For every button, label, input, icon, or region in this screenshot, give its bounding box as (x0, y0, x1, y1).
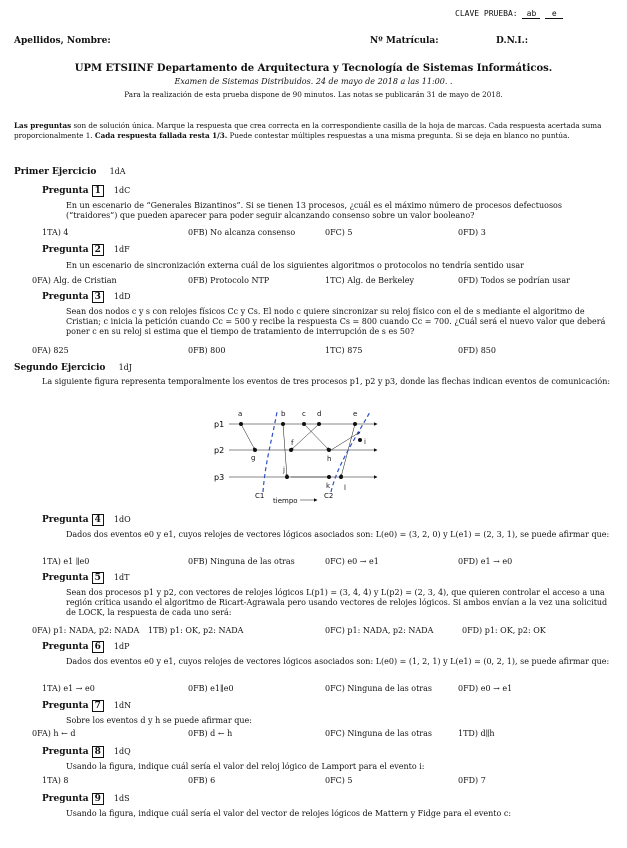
q7-answer-c: 0FC) Ninguna de las otras (325, 729, 432, 738)
event-label-k: k (326, 482, 331, 490)
question-2-heading (42, 244, 130, 256)
question-code: 1dT (113, 573, 130, 582)
question-number-box: 3 (92, 291, 104, 303)
event-label-h: h (327, 455, 332, 463)
clave-value-2: e (545, 9, 563, 19)
question-7-text: Sobre los eventos d y h se puede afirmar que: (66, 716, 252, 725)
q1-answer-c: 0FC) 5 (325, 228, 353, 237)
ejercicio-1-code: 1dA (109, 167, 126, 176)
event-g (253, 448, 257, 452)
question-9-text: Usando la figura, indique cuál sería el valor del vector de relojes lógicos de Mattern y Fidge para el evento c: (66, 809, 512, 818)
event-label-f: f (291, 439, 294, 447)
q7-answer-a: 0FA) h ← d (32, 729, 76, 738)
event-l (339, 475, 343, 479)
message-c-h (304, 424, 329, 450)
question-number-box: 8 (92, 746, 104, 758)
question-label: Pregunta (42, 701, 89, 711)
question-6-text: Dados dos eventos e0 y e1, cuyos relojes de vectores lógicos asociados son: L(e0) = (1, 2, 1) y L(e1) = (0, 2, 1), se puede afirmar que: (66, 657, 610, 666)
q4-answer-d: 0FD) e1 → e0 (458, 557, 513, 566)
question-code: 1dS (113, 794, 130, 803)
question-4-heading (42, 514, 131, 526)
q1-answer-b: 0FB) No alcanza consenso (188, 228, 296, 237)
event-f (289, 448, 293, 452)
q7-answer-b: 0FB) d ← h (188, 729, 233, 738)
question-label: Pregunta (42, 747, 89, 757)
cut-label-c2: C2 (324, 492, 334, 500)
ejercicio-2-text: La siguiente figura representa temporalmente los eventos de tres procesos p1, p2 y p3, donde las flechas indican eventos de comunicación: (42, 377, 611, 386)
question-1-heading (42, 185, 130, 197)
q2-answer-a: 0FA) Alg. de Cristian (32, 276, 117, 285)
question-number-box: 4 (92, 514, 104, 526)
question-label: Pregunta (42, 292, 89, 302)
event-a (239, 422, 243, 426)
dni-label: D.N.I.: (496, 36, 529, 46)
question-number-box: 2 (92, 244, 104, 256)
question-label: Pregunta (42, 515, 89, 525)
clave-value-1: ab (522, 9, 540, 19)
question-number-box: 1 (92, 185, 104, 197)
event-label-b: b (281, 410, 286, 418)
question-label: Pregunta (42, 642, 89, 652)
question-8-text: Usando la figura, indique cuál sería el valor del reloj lógico de Lamport para el evento i: (66, 762, 425, 771)
question-8-heading (42, 746, 131, 758)
q8-answer-c: 0FC) 5 (325, 776, 353, 785)
q4-answer-c: 0FC) e0 → e1 (325, 557, 379, 566)
q7-answer-d: 1TD) d∥h (458, 729, 495, 738)
ejercicio-2-label: Segundo Ejercicio (14, 363, 106, 373)
question-5-heading (42, 572, 129, 584)
exam-subtitle: Examen de Sistemas Distribuidos. 24 de mayo de 2018 a las 11:00. . (174, 77, 453, 86)
q6-answer-b: 0FB) e1∥e0 (188, 684, 234, 693)
event-label-c: c (302, 410, 306, 418)
apellidos-label: Apellidos, Nombre: (14, 36, 111, 46)
event-b (281, 422, 285, 426)
exam-duration: Para la realización de esta prueba dispone de 90 minutos. Las notas se publicarán 31 de mayo de 2018. (124, 90, 503, 99)
event-label-j: j (283, 466, 285, 474)
q3-answer-c: 1TC) 875 (325, 346, 363, 355)
q8-answer-a: 1TA) 8 (42, 776, 69, 785)
question-1-text: En un escenario de “Generales Bizantinos”. Si se tienen 13 procesos, ¿cuál es el máximo número de procesos defectuosos (“traidores”) que pueden aparecer para poder seguir alcanzando consenso sobre un valor booleano? (66, 201, 562, 220)
q5-answer-c: 0FC) p1: NADA, p2: NADA (325, 626, 434, 635)
question-3-text: Sean dos nodos c y s con relojes físicos Cc y Cs. El nodo c quiere sincronizar su reloj físico con el de s mediante el algoritmo de Cristian; c inicia la petición cuando Cc = 500 y recibe la respuesta Cs = 800 cuando Cc = 700. ¿Cuál será el nuevo valor que deberá poner c en su reloj si estima que el tiempo de tratamiento de interrupción de s es 50? (66, 307, 606, 336)
question-number-box: 5 (92, 572, 104, 584)
question-label: Pregunta (42, 794, 89, 804)
question-3-heading (42, 291, 131, 303)
event-h (327, 448, 331, 452)
question-label: Pregunta (42, 245, 89, 255)
event-k (327, 475, 331, 479)
question-5-text: Sean dos procesos p1 y p2, con vectores de relojes lógicos L(p1) = (3, 4, 4) y L(p2) = (2, 3, 4), que quieren controlar el acceso a una región crítica usando el algoritmo de Ricart-Agrawala pero usando vectores de relojes lógicos. Si ambos envían a la vez una solicitud de LOCK, la respuesta de cada uno será: (66, 588, 608, 617)
q5-answer-a: 0FA) p1: NADA, p2: NADA (32, 626, 140, 635)
question-4-text: Dados dos eventos e0 y e1, cuyos relojes de vectores lógicos asociados son: L(e0) = (3, 2, 0) y L(e1) = (2, 3, 1), se puede afirmar que: (66, 530, 610, 539)
question-code: 1dC (113, 186, 131, 195)
event-d (317, 422, 321, 426)
ejercicio-2-heading (14, 363, 132, 373)
q2-answer-b: 0FB) Protocolo NTP (188, 276, 270, 285)
q4-answer-b: 0FB) Ninguna de las otras (188, 557, 295, 566)
ejercicio-1-heading (14, 167, 126, 177)
instructions-text: son de solución única. Marque la respuesta que crea correcta en la correspondiente casilla de la hoja de marcas. Cada respuesta acertada suma proporcionalmente 1. (14, 121, 602, 140)
instructions-bold: Cada respuesta fallada resta 1/3. (94, 130, 228, 140)
q3-answer-b: 0FB) 800 (188, 346, 226, 355)
clave-label: CLAVE PRUEBA: (455, 9, 518, 18)
question-code: 1dP (113, 642, 130, 651)
q8-answer-b: 0FB) 6 (188, 776, 216, 785)
question-code: 1dQ (113, 747, 131, 756)
q6-answer-a: 1TA) e1 → e0 (42, 684, 95, 693)
q8-answer-d: 0FD) 7 (458, 776, 486, 785)
time-label: tiempo (273, 497, 298, 505)
process-label-p3: p3 (214, 473, 225, 482)
process-label-p1: p1 (214, 420, 225, 429)
q6-answer-c: 0FC) Ninguna de las otras (325, 684, 432, 693)
process-timeline-figure (205, 404, 390, 506)
question-number-box: 6 (92, 641, 104, 653)
event-label-i: i (364, 438, 366, 446)
exam-title: UPM ETSIINF Departamento de Arquitectura y Tecnología de Sistemas Informáticos. (74, 63, 553, 74)
event-label-a: a (238, 410, 243, 418)
q4-answer-a: 1TA) e1 ∥e0 (42, 557, 90, 566)
event-e (353, 422, 357, 426)
question-9-heading (42, 793, 130, 805)
q3-answer-d: 0FD) 850 (458, 346, 496, 355)
event-label-d: d (317, 410, 322, 418)
question-number-box: 9 (92, 793, 104, 805)
q1-answer-a: 1TA) 4 (42, 228, 69, 237)
process-label-p2: p2 (214, 446, 225, 455)
q5-answer-b: 1TB) p1: OK, p2: NADA (148, 626, 244, 635)
question-label: Pregunta (42, 573, 89, 583)
question-label: Pregunta (42, 186, 89, 196)
event-i (358, 438, 362, 442)
message-d-f (291, 424, 319, 450)
question-6-heading (42, 641, 129, 653)
question-code: 1dF (113, 245, 130, 254)
ejercicio-2-code: 1dJ (118, 363, 132, 372)
event-label-l: l (344, 484, 346, 492)
question-7-heading (42, 700, 131, 712)
q5-answer-d: 0FD) p1: OK, p2: OK (462, 626, 546, 635)
message-h-i (331, 432, 360, 450)
instructions-tail: Puede contestar múltiples respuestas a una misma pregunta. Si se deja en blanco no puntúa. (229, 130, 570, 140)
instructions-lead: Las preguntas (14, 121, 72, 130)
question-code: 1dO (113, 515, 131, 524)
question-2-text: En un escenario de sincronización externa cuál de los siguientes algoritmos o protocolos no tendría sentido usar (66, 261, 524, 270)
ejercicio-1-label: Primer Ejercicio (14, 167, 97, 177)
instructions (14, 121, 612, 140)
matricula-label: Nº Matrícula: (370, 36, 439, 46)
question-code: 1dN (113, 701, 132, 710)
q6-answer-d: 0FD) e0 → e1 (458, 684, 513, 693)
question-code: 1dD (113, 292, 131, 301)
event-j (285, 475, 289, 479)
event-label-e: e (353, 410, 358, 418)
question-number-box: 7 (92, 700, 104, 712)
cut-label-c1: C1 (255, 492, 265, 500)
q2-answer-d: 0FD) Todos se podrían usar (458, 276, 570, 285)
event-c (302, 422, 306, 426)
q2-answer-c: 1TC) Alg. de Berkeley (325, 276, 414, 285)
q1-answer-d: 0FD) 3 (458, 228, 486, 237)
message-a-g (241, 424, 255, 450)
clave-prueba (455, 9, 563, 19)
event-label-g: g (251, 454, 256, 462)
q3-answer-a: 0FA) 825 (32, 346, 69, 355)
